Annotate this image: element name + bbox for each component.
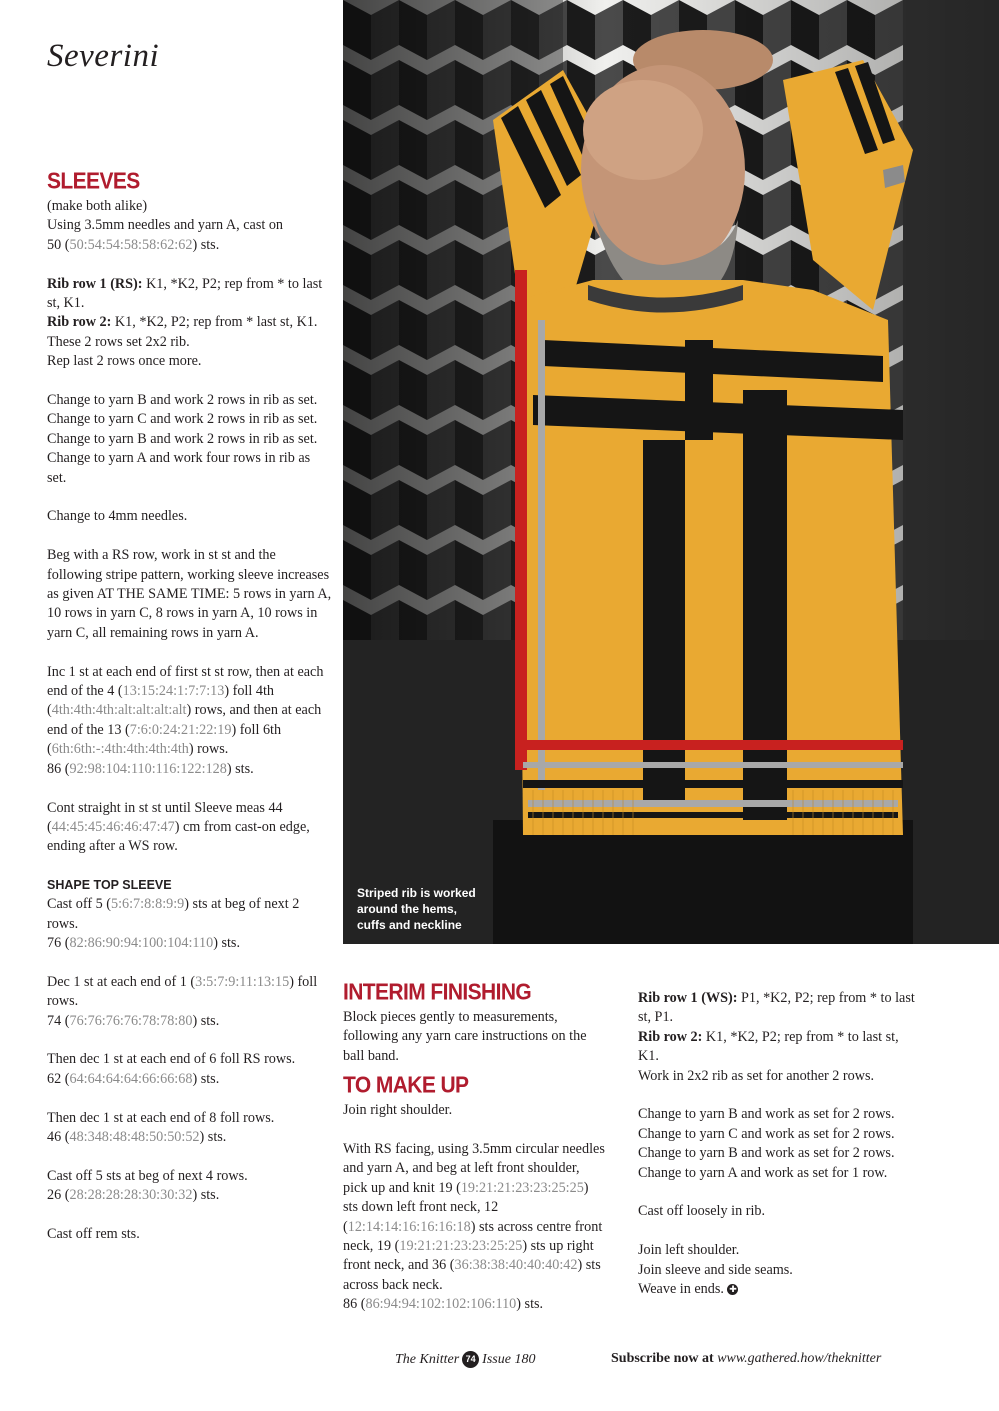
right-colour-changes: Change to yarn B and work as set for 2 rows. Change to yarn C and work as set for 2 rows. Change to yarn B and work as set for 2 rows. Change to yarn A and work as set for 1 row.: [638, 1106, 895, 1181]
section-heading-interim-finishing: INTERIM FINISHING: [343, 980, 532, 1005]
cast-off-5: Cast off 5 (5:6:7:8:8:9:9) sts at beg of next 2 rows. 76 (82:86:90:94:100:104:110) sts.: [47, 896, 300, 951]
cast-off-4rows: Cast off 5 sts at beg of next 4 rows. 26 (28:28:28:28:30:30:32) sts.: [47, 1167, 248, 1204]
middle-column: [343, 980, 605, 1315]
section-heading-sleeves: SLEEVES: [47, 169, 140, 194]
end-mark-icon: ✚: [729, 1284, 737, 1295]
increases: Inc 1 st at each end of first st st row, then at each end of the 4 (13:15:24:1:7:7:13) foll 4th (4th:4th:4th:alt:alt:alt:alt) rows, and then at each end of the 13 (7:6:0:24:21:22:19) foll 6th (6th:6th:-:4th:4th:4th:4th) rows. 86 (92:98:104:110:116:122:128) sts.: [47, 663, 324, 777]
footer-left: [395, 1351, 535, 1368]
footer-right: [611, 1351, 881, 1367]
page-number: 74: [462, 1351, 479, 1368]
page-title: Severini: [47, 38, 160, 74]
photo-caption: Striped rib is worked around the hems, cuffs and neckline: [357, 886, 476, 932]
cont-straight: Cont straight in st st until Sleeve meas 44 (44:45:45:46:46:47:47) cm from cast-on edge, ending after a WS row.: [47, 799, 310, 855]
left-column: [47, 169, 332, 1244]
subscribe-link[interactable]: www.gathered.how/theknitter: [717, 1351, 882, 1366]
issue-number: Issue 180: [482, 1352, 536, 1367]
right-rib-rows: Rib row 1 (WS): P1, *K2, P2; rep from * to last st, P1. Rib row 2: K1, *K2, P2; rep from * to last st, K1. Work in 2x2 rib as set for another 2 rows.: [638, 990, 915, 1084]
cast-off-loosely: Cast off loosely in rib.: [638, 1203, 766, 1220]
subscribe-text: Subscribe now at: [611, 1351, 714, 1366]
colour-changes: Change to yarn B and work 2 rows in rib as set. Change to yarn C and work 2 rows in rib as set. Change to yarn B and work 2 rows in rib as set. Change to yarn A and work four rows in rib as set.: [47, 392, 318, 486]
finishing: Join left shoulder. Join sleeve and side seams. Weave in ends. ✚: [638, 1242, 793, 1298]
dec-1: Dec 1 st at each end of 1 (3:5:7:9:11:13:15) foll rows. 74 (76:76:76:76:78:78:80) sts.: [47, 973, 318, 1029]
needle-change: Change to 4mm needles.: [47, 508, 188, 525]
section-heading-to-make-up: TO MAKE UP: [343, 1073, 469, 1099]
join-right: Join right shoulder.: [343, 1102, 453, 1119]
dec-8: Then dec 1 st at each end of 8 foll rows. 46 (48:348:48:48:50:50:52) sts.: [47, 1109, 275, 1145]
stripe-pattern: Beg with a RS row, work in st st and the following stripe pattern, working sleeve increases as given AT THE SAME TIME: 5 rows in yarn A, 10 rows in yarn C, 8 rows in yarn A, 10 rows in yarn C, all remaining rows in yarn A.: [47, 547, 332, 641]
magazine-name: The Knitter: [395, 1352, 460, 1367]
pick-up: With RS facing, using 3.5mm circular needles and yarn A, and beg at left front shoulder, pick up and knit 19 (19:21:21:23:23:25:25) sts down left front neck, 12 (12:14:14:16:16:16:18) sts across centre front neck, 19 (19:21:21:23:23:25:25) sts up right front neck, and 36 (36:38:38:40:40:40:42) sts across back neck. 86 (86:94:94:102:102:106:110) sts.: [343, 1141, 605, 1313]
cast-off-rem: Cast off rem sts.: [47, 1225, 140, 1242]
interim-text: Block pieces gently to measurements, following any yarn care instructions on the ball band.: [343, 1009, 587, 1064]
right-column: [638, 989, 923, 1299]
subheading-shape-top-sleeve: SHAPE TOP SLEEVE: [47, 878, 172, 893]
model-photo: [343, 0, 999, 944]
dec-6: Then dec 1 st at each end of 6 foll RS rows. 62 (64:64:64:64:66:66:68) sts.: [47, 1051, 296, 1087]
sleeves-intro: (make both alike) Using 3.5mm needles and yarn A, cast on 50 (50:54:54:58:58:62:62) sts.: [47, 198, 284, 253]
rib-rows: Rib row 1 (RS): K1, *K2, P2; rep from * to last st, K1. Rib row 2: K1, *K2, P2; rep from * last st, K1. These 2 rows set 2x2 rib. Rep last 2 rows once more.: [47, 275, 323, 370]
